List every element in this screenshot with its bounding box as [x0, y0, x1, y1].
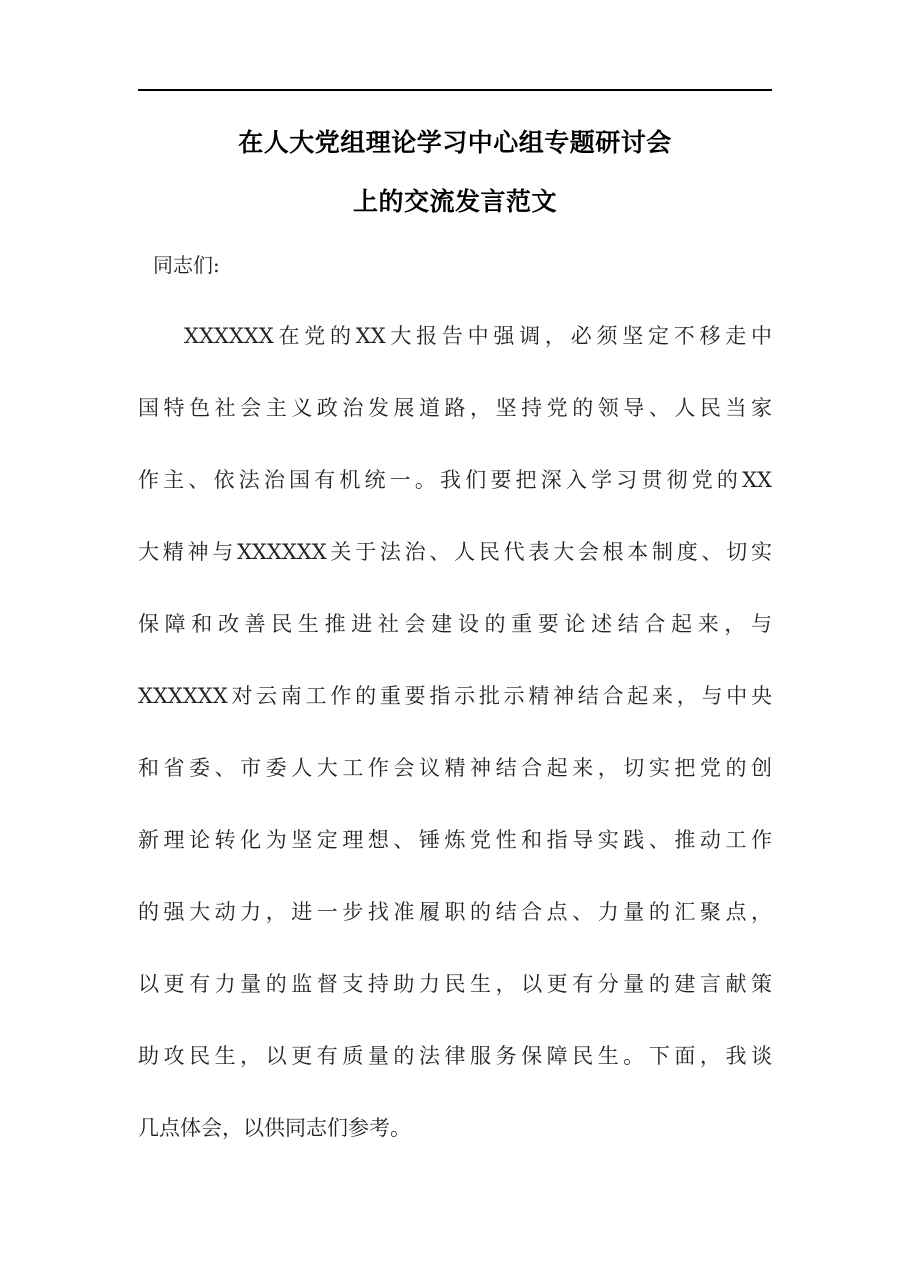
body-line: 和省委、市委人大工作会议精神结合起来，切实把党的创 [138, 756, 772, 780]
body-line: 助攻民生，以更有质量的法律服务保障民生。下面，我谈 [138, 1044, 772, 1068]
body-line: 大精神与XXXXXX关于法治、人民代表大会根本制度、切实 [138, 540, 772, 564]
header-rule [138, 89, 772, 91]
document-title-line-1: 在人大党组理论学习中心组专题研讨会 [238, 128, 672, 157]
body-line: 几点体会，以供同志们参考。 [138, 1116, 411, 1140]
body-line: 新理论转化为坚定理想、锤炼党性和指导实践、推动工作 [138, 828, 772, 852]
body-line: 以更有力量的监督支持助力民生，以更有分量的建言献策 [138, 972, 772, 996]
body-line: 作主、依法治国有机统一。我们要把深入学习贯彻党的XX [138, 468, 772, 492]
body-line: XXXXXX对云南工作的重要指示批示精神结合起来，与中央 [138, 684, 772, 708]
body-line: XXXXXX在党的XX大报告中强调，必须坚定不移走中 [184, 324, 772, 348]
body-line: 保障和改善民生推进社会建设的重要论述结合起来，与 [138, 612, 772, 636]
body-line: 的强大动力，进一步找准履职的结合点、力量的汇聚点， [138, 900, 772, 924]
salutation: 同志们: [153, 253, 220, 277]
document-title-line-2: 上的交流发言范文 [352, 187, 557, 216]
body-line: 国特色社会主义政治发展道路，坚持党的领导、人民当家 [138, 396, 772, 420]
